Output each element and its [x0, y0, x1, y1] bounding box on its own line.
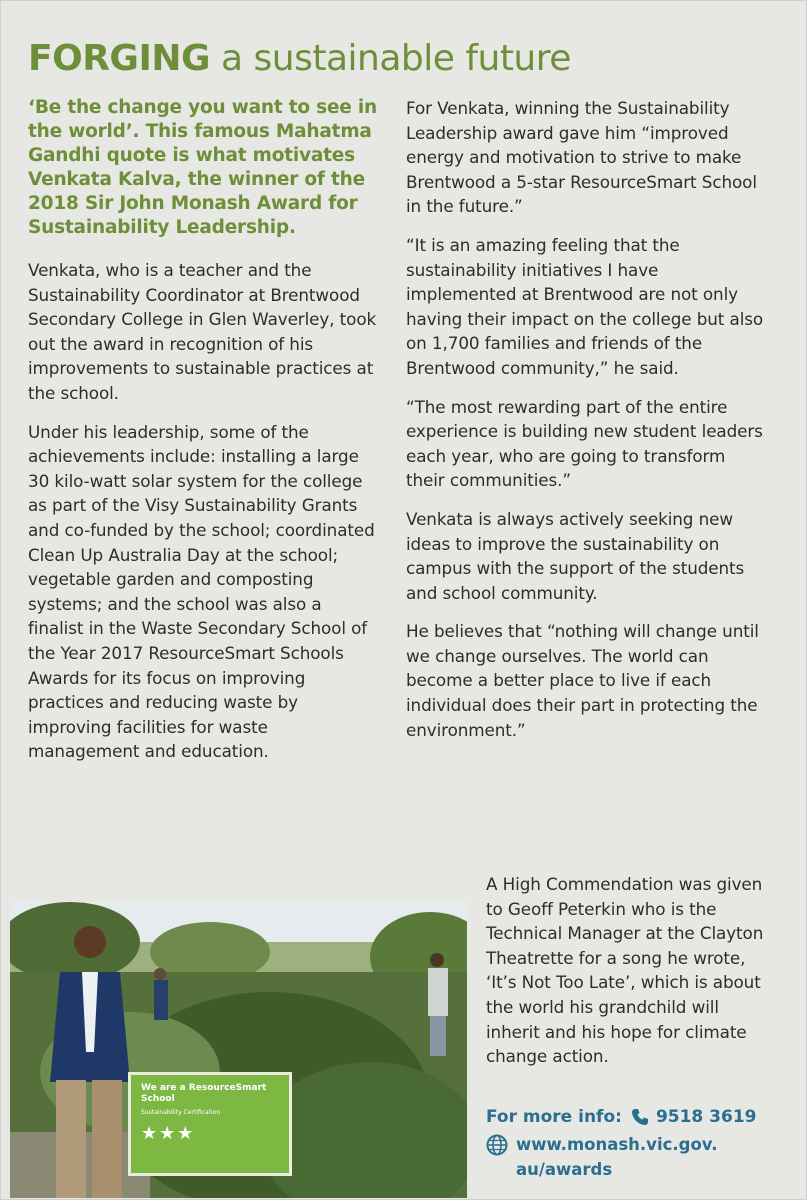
right-paragraph-2: “It is an amazing feeling that the sustainability initiatives I have implemented at Brentwood are not only having their impact on the college but also on 1,700 families and friends of the Brentwood community,” he said.	[406, 234, 764, 378]
info-label: For more info:	[486, 1107, 622, 1127]
website-url-line-2: au/awards	[516, 1160, 613, 1179]
title-strong: FORGING	[28, 38, 211, 79]
website-url-line-1: www.monash.vic.gov.	[516, 1135, 718, 1154]
website-link[interactable]	[516, 1132, 717, 1182]
title-rest: a sustainable future	[210, 38, 571, 79]
sign-subtitle: Sustainability Certification	[141, 1109, 221, 1116]
right-paragraph-1: For Venkata, winning the Sustainability Leadership award gave him “improved energy and motivation to strive to make Brentwood a 5-star ResourceSmart School in the future.”	[406, 98, 757, 217]
commendation-block	[486, 872, 776, 1079]
commendation-text: A High Commendation was given to Geoff Peterkin who is the Technical Manager at the Clayton Theatrette for a song he wrote, ‘It’s Not Too Late’, which is about the world his grandchild will inherit and his hope for climate change action.	[486, 874, 764, 1067]
left-paragraph-1: Venkata, who is a teacher and the Sustainability Coordinator at Brentwood Secondary College in Glen Waverley, took out the award in recognition of his improvements to sustainable practices at the school.	[28, 260, 377, 403]
info-phone-row	[486, 1104, 786, 1130]
page-title	[28, 38, 571, 79]
info-url-row	[486, 1132, 786, 1182]
right-paragraph-3: “The most rewarding part of the entire experience is building new student leaders each year, who are going to transform their communities.”	[406, 396, 763, 491]
resourcesmart-sign	[128, 1072, 292, 1176]
phone-number-link[interactable]: 9518 3619	[655, 1107, 757, 1127]
right-column	[406, 96, 766, 756]
sign-stars: ★★★	[141, 1123, 196, 1144]
intro-quote: ‘Be the change you want to see in the world’. This famous Mahatma Gandhi quote is what motivates Venkata Kalva, the winner of the 2018 Sir John Monash Award for Sustainability Leadership.	[28, 97, 378, 238]
phone-icon	[630, 1107, 650, 1127]
left-column	[28, 96, 380, 778]
more-info-block	[486, 1104, 786, 1182]
left-paragraph-2: Under his leadership, some of the achievements include: installing a large 30 kilo-watt solar system for the college as part of the Visy Sustainability Grants and co-funded by the school; coordinated Clean Up Australia Day at the school; vegetable garden and composting systems; and the school was also a finalist in the Waste Secondary School of the Year 2017 ResourceSmart Schools Awards for its focus on improving practices and reducing waste by improving facilities for waste management and education.	[28, 421, 375, 762]
right-paragraph-4: Venkata is always actively seeking new ideas to improve the sustainability on campus with the support of the students and school community.	[406, 508, 745, 603]
sign-title: We are a ResourceSmart School	[141, 1083, 267, 1104]
globe-icon	[486, 1134, 508, 1156]
right-paragraph-5: He believes that “nothing will change until we change ourselves. The world can become a better place to live if each individual does their part in protecting the environment.”	[406, 621, 759, 740]
